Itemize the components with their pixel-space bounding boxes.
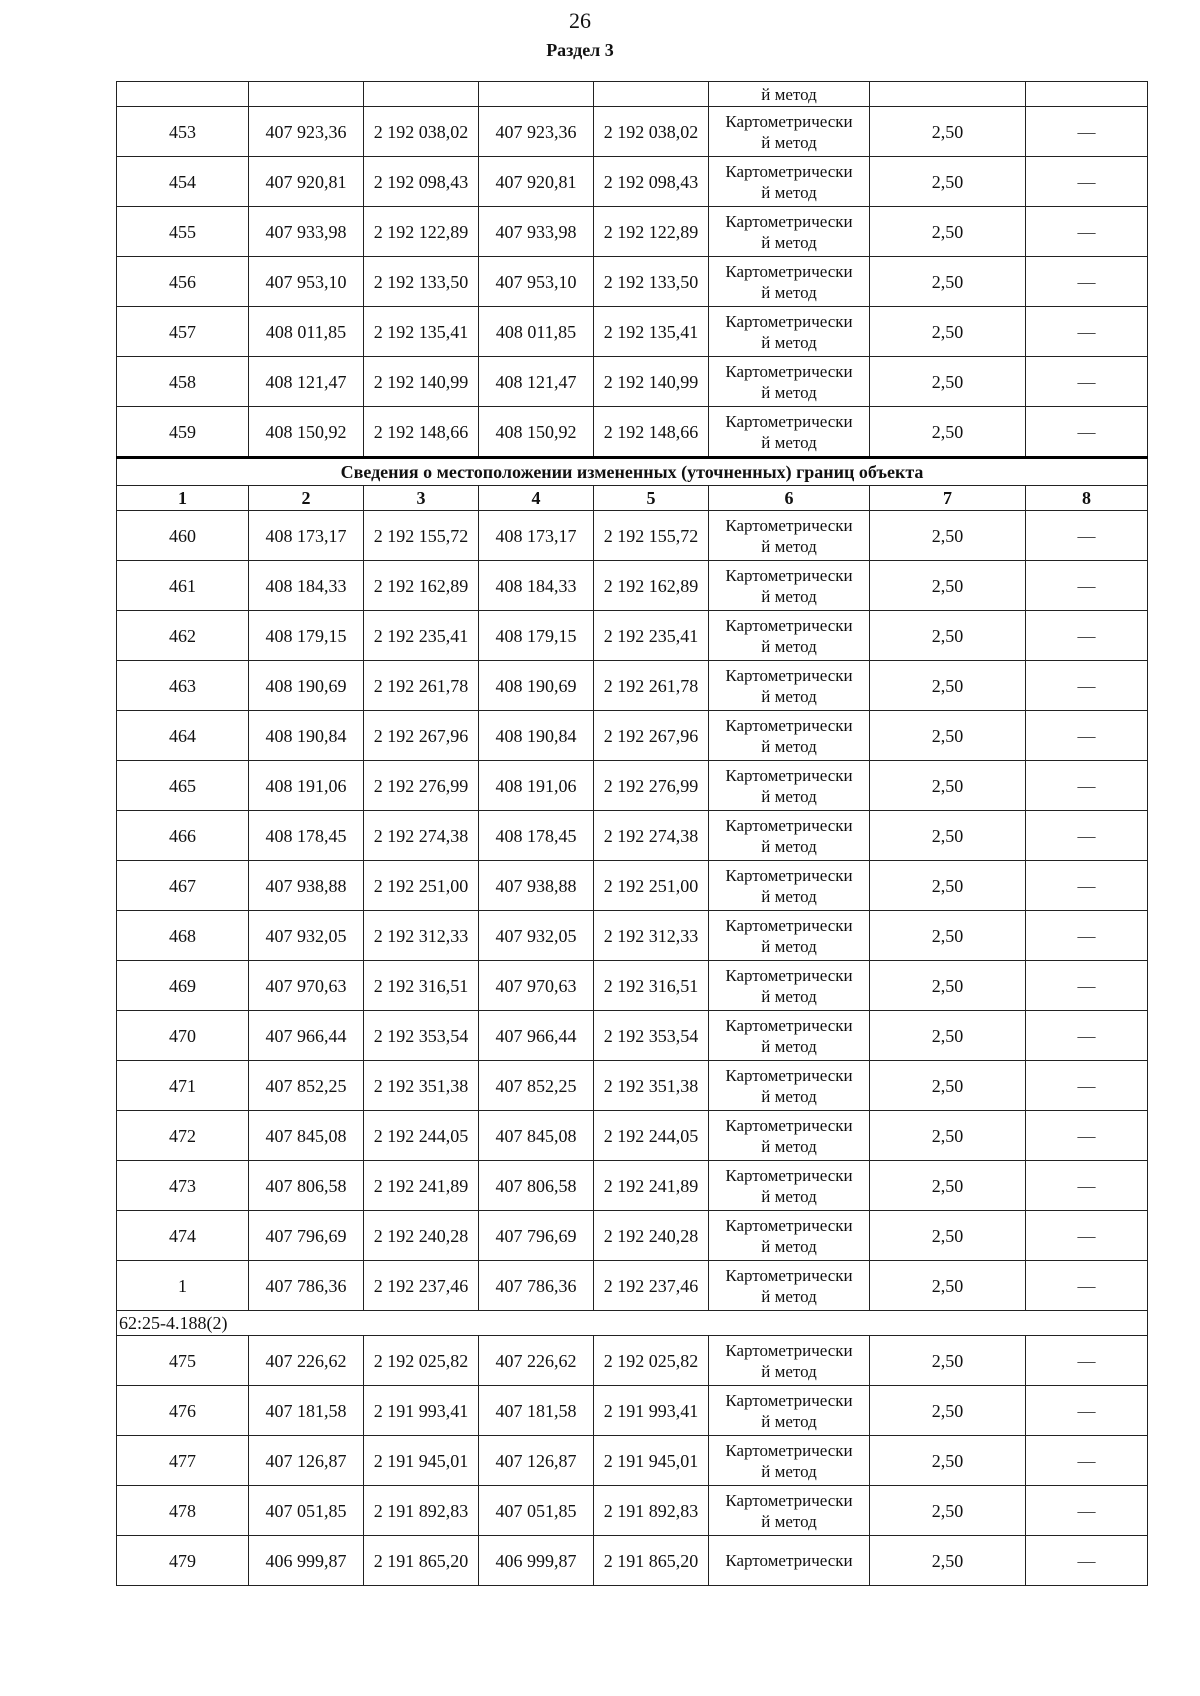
cell-c1: 453: [117, 107, 249, 157]
cell-c7: 2,50: [870, 1211, 1026, 1261]
cell-c6: Картометрически й метод: [709, 511, 870, 561]
cell-c3: 2 192 261,78: [364, 661, 479, 711]
cell-c1: 459: [117, 407, 249, 458]
cell-c1: 465: [117, 761, 249, 811]
cell-c1: 470: [117, 1011, 249, 1061]
cell-c3: 2 192 148,66: [364, 407, 479, 458]
cell-c2: 407 796,69: [249, 1211, 364, 1261]
cell-c1: 457: [117, 307, 249, 357]
cell-c8: —: [1026, 911, 1148, 961]
cell-c5: 2 192 140,99: [594, 357, 709, 407]
cell-c1: 463: [117, 661, 249, 711]
cell-c3: 2 192 098,43: [364, 157, 479, 207]
cell-c5: 2 192 235,41: [594, 611, 709, 661]
cell-c4: 407 932,05: [479, 911, 594, 961]
cell-c5: 2 192 312,33: [594, 911, 709, 961]
cell-c6: Картометрически й метод: [709, 257, 870, 307]
cell-c1: 454: [117, 157, 249, 207]
cell-c4: 407 953,10: [479, 257, 594, 307]
cell-c1: 468: [117, 911, 249, 961]
cell-c6: Картометрически й метод: [709, 207, 870, 257]
cell-c5: 2 192 025,82: [594, 1336, 709, 1386]
cell-c7: 2,50: [870, 407, 1026, 458]
table-row: [117, 207, 1148, 257]
cell-c7: 2,50: [870, 1486, 1026, 1536]
cell-c2: 408 150,92: [249, 407, 364, 458]
cell-c4: 407 920,81: [479, 157, 594, 207]
cell-c6: Картометрически й метод: [709, 1486, 870, 1536]
cell-c8: —: [1026, 1336, 1148, 1386]
cell-c8: —: [1026, 811, 1148, 861]
cell-c4: 407 923,36: [479, 107, 594, 157]
cell-c4: 407 966,44: [479, 1011, 594, 1061]
cell-c2: 407 786,36: [249, 1261, 364, 1311]
cell-c2: 408 191,06: [249, 761, 364, 811]
cell-c8: —: [1026, 1436, 1148, 1486]
cell-c1: 473: [117, 1161, 249, 1211]
table-row: [117, 761, 1148, 811]
cell-c8: —: [1026, 511, 1148, 561]
cell-c8: —: [1026, 1011, 1148, 1061]
cell-c8: —: [1026, 1111, 1148, 1161]
cell-c7: 2,50: [870, 157, 1026, 207]
cell-c8: —: [1026, 207, 1148, 257]
cell-c5: 2 192 237,46: [594, 1261, 709, 1311]
table-cell: [594, 82, 709, 107]
cell-c6: Картометрически й метод: [709, 407, 870, 458]
cell-c5: 2 192 098,43: [594, 157, 709, 207]
object-label-row: [117, 1311, 1148, 1336]
cell-c6: Картометрически й метод: [709, 1211, 870, 1261]
table-row: [117, 561, 1148, 611]
cell-c3: 2 192 267,96: [364, 711, 479, 761]
cell-c1: 476: [117, 1386, 249, 1436]
column-number: 2: [249, 486, 364, 511]
cell-c5: 2 192 276,99: [594, 761, 709, 811]
cell-c8: —: [1026, 1261, 1148, 1311]
cell-c8: —: [1026, 107, 1148, 157]
cell-c5: 2 192 148,66: [594, 407, 709, 458]
cell-c1: 456: [117, 257, 249, 307]
cell-c2: 407 226,62: [249, 1336, 364, 1386]
table-row: [117, 1261, 1148, 1311]
cell-c6: Картометрически й метод: [709, 157, 870, 207]
cell-c8: —: [1026, 1386, 1148, 1436]
cell-c7: 2,50: [870, 207, 1026, 257]
cell-c4: 407 226,62: [479, 1336, 594, 1386]
cell-c2: 408 121,47: [249, 357, 364, 407]
cell-c7: 2,50: [870, 961, 1026, 1011]
cell-c3: 2 192 312,33: [364, 911, 479, 961]
cell-c8: —: [1026, 307, 1148, 357]
cell-c3: 2 192 251,00: [364, 861, 479, 911]
cell-c7: 2,50: [870, 661, 1026, 711]
section-heading-row: [117, 458, 1148, 486]
cell-c7: 2,50: [870, 711, 1026, 761]
cell-c4: 407 933,98: [479, 207, 594, 257]
cell-c3: 2 192 122,89: [364, 207, 479, 257]
cell-c1: 472: [117, 1111, 249, 1161]
cell-c8: —: [1026, 1061, 1148, 1111]
cell-c1: 475: [117, 1336, 249, 1386]
cell-c2: 407 126,87: [249, 1436, 364, 1486]
table-row: [117, 307, 1148, 357]
cell-c8: —: [1026, 1211, 1148, 1261]
cell-c6: Картометрически й метод: [709, 761, 870, 811]
cell-c3: 2 192 135,41: [364, 307, 479, 357]
cell-c3: 2 192 237,46: [364, 1261, 479, 1311]
cell-c4: 408 178,45: [479, 811, 594, 861]
cell-c2: 408 190,84: [249, 711, 364, 761]
cell-c7: 2,50: [870, 861, 1026, 911]
cell-c6: Картометрически й метод: [709, 961, 870, 1011]
cell-c2: 407 181,58: [249, 1386, 364, 1436]
cell-c1: 1: [117, 1261, 249, 1311]
table-cell: [117, 82, 249, 107]
column-number: 6: [709, 486, 870, 511]
table-cell: [1026, 82, 1148, 107]
cell-c7: 2,50: [870, 1386, 1026, 1436]
cell-c7: 2,50: [870, 1061, 1026, 1111]
cell-c3: 2 192 274,38: [364, 811, 479, 861]
column-number: 7: [870, 486, 1026, 511]
table-row: [117, 811, 1148, 861]
cell-c5: 2 191 892,83: [594, 1486, 709, 1536]
table-cell: [479, 82, 594, 107]
table-cell: [870, 82, 1026, 107]
cell-c3: 2 191 993,41: [364, 1386, 479, 1436]
cell-c6: Картометрически й метод: [709, 561, 870, 611]
cell-c6: Картометрически й метод: [709, 611, 870, 661]
cell-c1: 458: [117, 357, 249, 407]
cell-c5: 2 192 267,96: [594, 711, 709, 761]
table-row: [117, 711, 1148, 761]
cell-c4: 406 999,87: [479, 1536, 594, 1586]
cell-c6: Картометрически й метод: [709, 711, 870, 761]
cell-c2: 407 966,44: [249, 1011, 364, 1061]
cell-c7: 2,50: [870, 107, 1026, 157]
cell-c4: 407 126,87: [479, 1436, 594, 1486]
cell-c1: 479: [117, 1536, 249, 1586]
cell-c3: 2 192 351,38: [364, 1061, 479, 1111]
cell-c3: 2 191 865,20: [364, 1536, 479, 1586]
cell-c6: Картометрически й метод: [709, 1011, 870, 1061]
cell-c8: —: [1026, 157, 1148, 207]
cell-c7: 2,50: [870, 1011, 1026, 1061]
cell-c3: 2 192 316,51: [364, 961, 479, 1011]
cell-c2: 408 173,17: [249, 511, 364, 561]
cell-c5: 2 191 945,01: [594, 1436, 709, 1486]
cell-c6: Картометрически й метод: [709, 661, 870, 711]
cell-c4: 408 173,17: [479, 511, 594, 561]
cell-c3: 2 192 140,99: [364, 357, 479, 407]
cell-c3: 2 192 240,28: [364, 1211, 479, 1261]
cell-c7: 2,50: [870, 1536, 1026, 1586]
cell-c8: —: [1026, 407, 1148, 458]
cell-c2: 407 933,98: [249, 207, 364, 257]
cell-c5: 2 192 251,00: [594, 861, 709, 911]
cell-c4: 408 150,92: [479, 407, 594, 458]
table-row: [117, 861, 1148, 911]
table-row: [117, 357, 1148, 407]
table-row: [117, 82, 1148, 107]
cell-c5: 2 192 155,72: [594, 511, 709, 561]
cell-c8: —: [1026, 961, 1148, 1011]
cell-c7: 2,50: [870, 811, 1026, 861]
cell-c6: Картометрически: [709, 1536, 870, 1586]
section-heading: Сведения о местоположении измененных (уточненных) границ объекта: [117, 458, 1148, 486]
cell-c3: 2 192 241,89: [364, 1161, 479, 1211]
cell-c2: 407 938,88: [249, 861, 364, 911]
cell-c4: 408 190,69: [479, 661, 594, 711]
column-number: 4: [479, 486, 594, 511]
cell-c5: 2 192 162,89: [594, 561, 709, 611]
coordinates-table: [116, 81, 1148, 1586]
cell-c6: Картометрически й метод: [709, 1386, 870, 1436]
cell-c4: 407 845,08: [479, 1111, 594, 1161]
cell-c4: 407 938,88: [479, 861, 594, 911]
cell-c1: 471: [117, 1061, 249, 1111]
cell-c5: 2 192 241,89: [594, 1161, 709, 1211]
cell-c4: 408 179,15: [479, 611, 594, 661]
cell-c4: 407 181,58: [479, 1386, 594, 1436]
table-row: [117, 157, 1148, 207]
cell-c6: Картометрически й метод: [709, 1436, 870, 1486]
cell-c4: 408 121,47: [479, 357, 594, 407]
cell-c4: 407 796,69: [479, 1211, 594, 1261]
column-number: 1: [117, 486, 249, 511]
cell-c4: 408 190,84: [479, 711, 594, 761]
cell-c6: Картометрически й метод: [709, 911, 870, 961]
cell-c7: 2,50: [870, 257, 1026, 307]
cell-c8: —: [1026, 761, 1148, 811]
cell-c5: 2 192 135,41: [594, 307, 709, 357]
cell-c2: 408 184,33: [249, 561, 364, 611]
table-row: [117, 107, 1148, 157]
cell-c5: 2 192 133,50: [594, 257, 709, 307]
table-row: [117, 1336, 1148, 1386]
cell-c4: 407 806,58: [479, 1161, 594, 1211]
table-row: [117, 1436, 1148, 1486]
cell-c8: —: [1026, 711, 1148, 761]
cell-c2: 407 845,08: [249, 1111, 364, 1161]
cell-c5: 2 192 316,51: [594, 961, 709, 1011]
cell-c2: 408 179,15: [249, 611, 364, 661]
table-row: [117, 961, 1148, 1011]
cell-c8: —: [1026, 1486, 1148, 1536]
cell-c8: —: [1026, 1161, 1148, 1211]
cell-c8: —: [1026, 861, 1148, 911]
table-row: [117, 1061, 1148, 1111]
cell-c6: Картометрически й метод: [709, 1261, 870, 1311]
object-label: 62:25-4.188(2): [117, 1311, 1148, 1336]
cell-c7: 2,50: [870, 611, 1026, 661]
cell-c6: Картометрически й метод: [709, 1161, 870, 1211]
column-number: 3: [364, 486, 479, 511]
cell-c7: 2,50: [870, 511, 1026, 561]
cell-c1: 467: [117, 861, 249, 911]
cell-c1: 478: [117, 1486, 249, 1536]
cell-c3: 2 191 945,01: [364, 1436, 479, 1486]
cell-c4: 408 191,06: [479, 761, 594, 811]
cell-c2: 407 852,25: [249, 1061, 364, 1111]
cell-c1: 477: [117, 1436, 249, 1486]
cell-c4: 408 184,33: [479, 561, 594, 611]
section-title: Раздел 3: [546, 40, 614, 60]
cell-c1: 460: [117, 511, 249, 561]
cell-c3: 2 192 025,82: [364, 1336, 479, 1386]
cell-c3: 2 192 244,05: [364, 1111, 479, 1161]
cell-c8: —: [1026, 661, 1148, 711]
cell-c6: Картометрически й метод: [709, 1336, 870, 1386]
table-row: [117, 611, 1148, 661]
cell-c2: 408 178,45: [249, 811, 364, 861]
table-cell: [249, 82, 364, 107]
cell-c2: 407 806,58: [249, 1161, 364, 1211]
cell-c3: 2 192 155,72: [364, 511, 479, 561]
cell-c5: 2 191 865,20: [594, 1536, 709, 1586]
cell-c3: 2 192 133,50: [364, 257, 479, 307]
cell-c5: 2 192 244,05: [594, 1111, 709, 1161]
cell-c6: Картометрически й метод: [709, 861, 870, 911]
cell-c7: 2,50: [870, 1111, 1026, 1161]
cell-c7: 2,50: [870, 1261, 1026, 1311]
cell-c1: 461: [117, 561, 249, 611]
cell-c7: 2,50: [870, 357, 1026, 407]
cell-c2: 407 920,81: [249, 157, 364, 207]
table-cell: й метод: [709, 82, 870, 107]
cell-c5: 2 192 240,28: [594, 1211, 709, 1261]
cell-c2: 407 923,36: [249, 107, 364, 157]
cell-c2: 407 932,05: [249, 911, 364, 961]
table-row: [117, 1111, 1148, 1161]
cell-c3: 2 191 892,83: [364, 1486, 479, 1536]
cell-c7: 2,50: [870, 911, 1026, 961]
table-row: [117, 911, 1148, 961]
cell-c6: Картометрически й метод: [709, 1061, 870, 1111]
table-row: [117, 511, 1148, 561]
cell-c7: 2,50: [870, 1161, 1026, 1211]
cell-c1: 466: [117, 811, 249, 861]
page-number: 26: [569, 8, 591, 33]
table-row: [117, 1161, 1148, 1211]
cell-c8: —: [1026, 1536, 1148, 1586]
cell-c8: —: [1026, 257, 1148, 307]
cell-c5: 2 192 038,02: [594, 107, 709, 157]
cell-c8: —: [1026, 561, 1148, 611]
table-cell: [364, 82, 479, 107]
cell-c4: 407 970,63: [479, 961, 594, 1011]
table-row: [117, 407, 1148, 458]
table-row: [117, 1011, 1148, 1061]
cell-c2: 408 011,85: [249, 307, 364, 357]
cell-c3: 2 192 038,02: [364, 107, 479, 157]
cell-c1: 462: [117, 611, 249, 661]
cell-c2: 408 190,69: [249, 661, 364, 711]
table-row: [117, 1211, 1148, 1261]
cell-c5: 2 192 353,54: [594, 1011, 709, 1061]
cell-c5: 2 192 122,89: [594, 207, 709, 257]
cell-c3: 2 192 276,99: [364, 761, 479, 811]
cell-c2: 407 051,85: [249, 1486, 364, 1536]
cell-c1: 455: [117, 207, 249, 257]
cell-c2: 407 953,10: [249, 257, 364, 307]
cell-c2: 406 999,87: [249, 1536, 364, 1586]
cell-c6: Картометрически й метод: [709, 357, 870, 407]
column-number: 5: [594, 486, 709, 511]
cell-c3: 2 192 235,41: [364, 611, 479, 661]
cell-c3: 2 192 162,89: [364, 561, 479, 611]
table-row: [117, 1386, 1148, 1436]
cell-c7: 2,50: [870, 761, 1026, 811]
cell-c5: 2 192 351,38: [594, 1061, 709, 1111]
cell-c5: 2 192 261,78: [594, 661, 709, 711]
cell-c7: 2,50: [870, 561, 1026, 611]
cell-c8: —: [1026, 611, 1148, 661]
cell-c5: 2 191 993,41: [594, 1386, 709, 1436]
cell-c4: 407 786,36: [479, 1261, 594, 1311]
table-row: [117, 257, 1148, 307]
cell-c1: 464: [117, 711, 249, 761]
cell-c8: —: [1026, 357, 1148, 407]
cell-c1: 469: [117, 961, 249, 1011]
cell-c7: 2,50: [870, 307, 1026, 357]
table-row: [117, 661, 1148, 711]
table-row: [117, 1486, 1148, 1536]
cell-c4: 408 011,85: [479, 307, 594, 357]
column-number-row: [117, 486, 1148, 511]
cell-c7: 2,50: [870, 1436, 1026, 1486]
cell-c1: 474: [117, 1211, 249, 1261]
cell-c4: 407 852,25: [479, 1061, 594, 1111]
cell-c6: Картометрически й метод: [709, 1111, 870, 1161]
cell-c6: Картометрически й метод: [709, 811, 870, 861]
table-row: [117, 1536, 1148, 1586]
cell-c2: 407 970,63: [249, 961, 364, 1011]
cell-c3: 2 192 353,54: [364, 1011, 479, 1061]
column-number: 8: [1026, 486, 1148, 511]
cell-c4: 407 051,85: [479, 1486, 594, 1536]
cell-c7: 2,50: [870, 1336, 1026, 1386]
cell-c5: 2 192 274,38: [594, 811, 709, 861]
cell-c6: Картометрически й метод: [709, 107, 870, 157]
cell-c6: Картометрически й метод: [709, 307, 870, 357]
